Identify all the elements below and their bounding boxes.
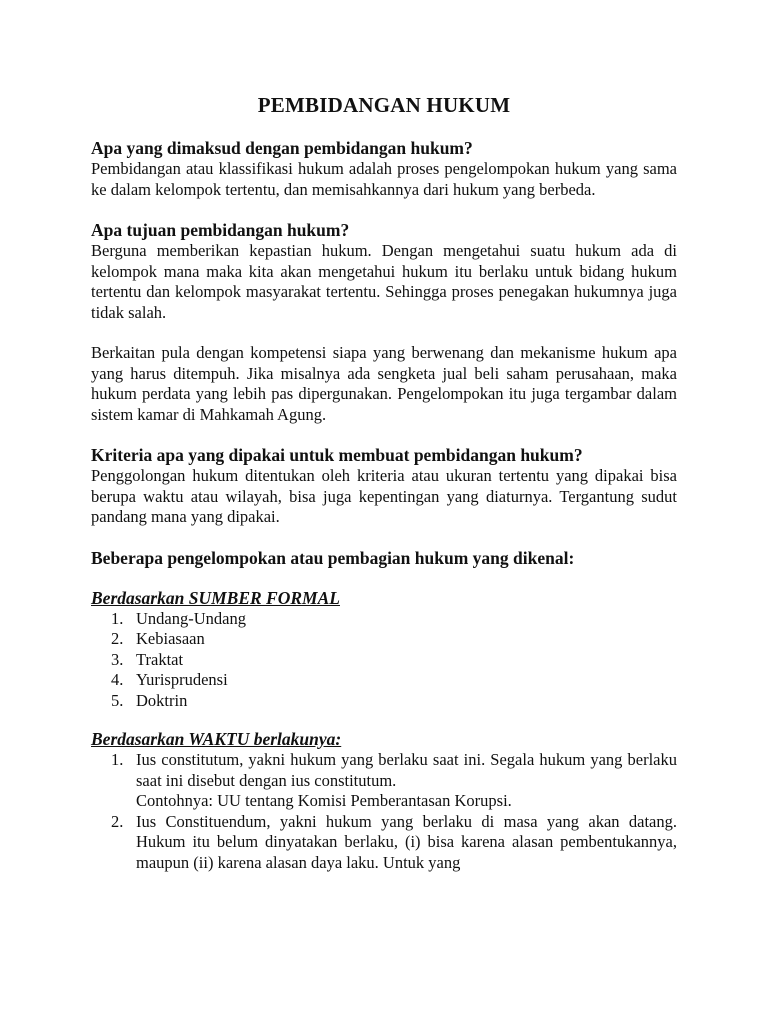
list-text-block: [136, 750, 677, 812]
list-text: Doktrin: [136, 690, 188, 710]
list-number: 2.: [111, 629, 124, 648]
list-text: Traktat: [136, 649, 184, 669]
list-text: Yurisprudensi: [136, 670, 228, 689]
waktu-list: [91, 750, 677, 873]
list-example: Contohnya: UU tentang Komisi Pemberantasan Korupsi.: [136, 791, 512, 810]
list-number: 3.: [111, 649, 124, 669]
list-number: 4.: [111, 670, 124, 689]
subheading-waktu: Berdasarkan WAKTU berlakunya:: [91, 729, 342, 749]
list-item: [91, 670, 677, 691]
list-item: [91, 812, 677, 874]
list-number: 2.: [111, 811, 124, 831]
list-item: [91, 650, 677, 671]
list-item: [91, 750, 677, 812]
paragraph: Pembidangan atau klassifikasi hukum adalah proses pengelompokan hukum yang sama ke dalam kelompok tertentu, dan memisahkannya dari hukum yang berbeda.: [91, 159, 677, 199]
section-purpose-continued: [91, 343, 677, 425]
list-text: Ius constitutum, yakni hukum yang berlaku saat ini. Segala hukum yang berlaku saat ini disebut dengan ius constitutum.: [136, 750, 677, 790]
paragraph: Penggolongan hukum ditentukan oleh kriteria atau ukuran tertentu yang dipakai bisa berupa waktu atau wilayah, bisa juga kepentingan yang diaturnya. Tergantung sudut pandang mana yang dipakai.: [91, 466, 677, 526]
subheading-sumber-formal: Berdasarkan SUMBER FORMAL: [91, 587, 340, 608]
list-text: Ius Constituendum, yakni hukum yang berlaku di masa yang akan datang. Hukum itu belum dinyatakan berlaku, (i) bisa karena alasan pembentukannya, maupun (ii) karena alasan daya laku. Untuk yang: [136, 811, 677, 872]
paragraph: Berkaitan pula dengan kompetensi siapa yang berwenang dan mekanisme hukum apa yang harus ditempuh. Jika misalnya ada sengketa jual beli saham perusahaan, maka hukum perdata yang lebih pas dipergunakan. Pengelompokan itu juga tergambar dalam sistem kamar di Mahkamah Agung.: [91, 343, 677, 424]
list-item: [91, 629, 677, 650]
list-number: 5.: [111, 690, 124, 710]
list-item: [91, 609, 677, 630]
list-text: Kebiasaan: [136, 629, 205, 648]
section-criteria: [91, 445, 677, 528]
list-item: [91, 691, 677, 712]
question-heading: Apa yang dimaksud dengan pembidangan hukum?: [91, 138, 473, 158]
question-heading: Kriteria apa yang dipakai untuk membuat pembidangan hukum?: [91, 445, 583, 465]
list-text: Undang-Undang: [136, 608, 246, 628]
list-number: 1.: [111, 750, 124, 769]
sumber-formal-list: [91, 609, 677, 712]
paragraph: Berguna memberikan kepastian hukum. Dengan mengetahui suatu hukum ada di kelompok mana maka kita akan mengetahui hukum itu berlaku untuk bidang hukum tertentu dan kelompok masyarakat tertentu. Sehingga proses penegakan hukumnya juga tidak salah.: [91, 241, 677, 322]
section-purpose: [91, 220, 677, 323]
question-heading: Apa tujuan pembidangan hukum?: [91, 220, 350, 240]
section-definition: [91, 138, 677, 200]
classification-heading: Beberapa pengelompokan atau pembagian hukum yang dikenal:: [91, 547, 575, 568]
list-number: 1.: [111, 608, 124, 628]
page-title: PEMBIDANGAN HUKUM: [257, 93, 511, 117]
